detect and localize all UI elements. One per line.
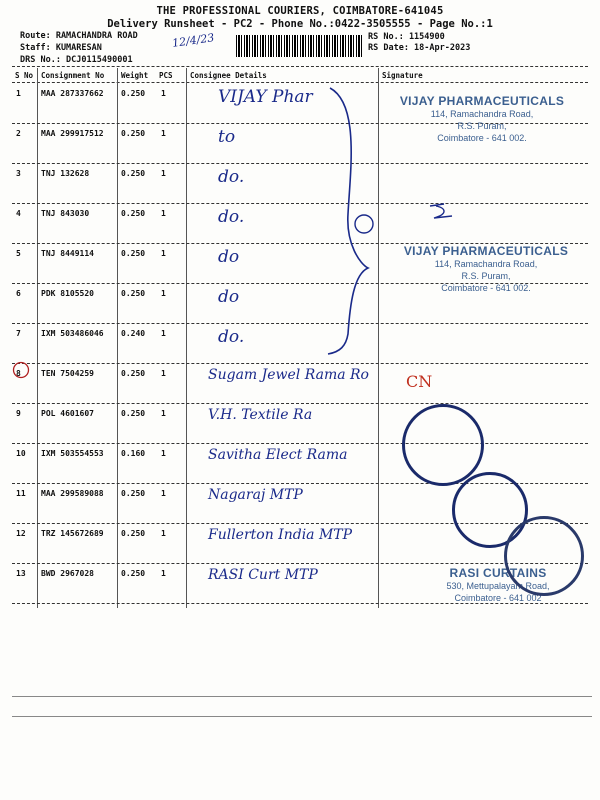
stamp-rasi-curtains: RASI CURTAINS 530, Mettupalayam Road, Coimbatore - 641 002 — [446, 566, 550, 603]
col-header-pcs: PCS — [159, 71, 173, 80]
row-consignee-handwriting: V.H. Textile Ra — [208, 407, 313, 423]
col-header-consignment: Consignment No — [41, 71, 105, 80]
row-sno: 7 — [16, 329, 21, 338]
rs-date: RS Date: 18-Apr-2023 — [368, 43, 471, 53]
row-consignee-handwriting: do — [218, 247, 240, 267]
row-weight: 0.250 — [121, 209, 146, 218]
row-sno: 6 — [16, 289, 21, 298]
rs-number: RS No.: 1154900 — [368, 32, 445, 42]
row-divider — [12, 443, 588, 444]
handwritten-date: 12/4/23 — [171, 31, 216, 50]
row-pcs: 1 — [161, 409, 166, 418]
row-pcs: 1 — [161, 89, 166, 98]
barcode — [236, 35, 362, 57]
row-consignee-handwriting: Savitha Elect Rama — [208, 447, 348, 463]
company-title: THE PROFESSIONAL COURIERS, COIMBATORE-641045 — [156, 5, 444, 17]
row-consignment-no: BWD 2967028 — [41, 569, 94, 578]
row-consignment-no: MAA 287337662 — [41, 89, 104, 98]
stamp-vijay-pharma: VIJAY PHARMACEUTICALS 114, Ramachandra Road, R.S. Puram, Coimbatore - 641 002. — [399, 94, 565, 143]
col-header-consignee: Consignee Details — [190, 71, 267, 80]
row-consignee-handwriting: do — [218, 287, 240, 307]
col-header-sno: S No — [15, 71, 34, 80]
row-sno: 13 — [16, 569, 26, 578]
row-sno: 2 — [16, 129, 21, 138]
row-pcs: 1 — [161, 569, 166, 578]
row-pcs: 1 — [161, 529, 166, 538]
route-label: Route: RAMACHANDRA ROAD — [20, 31, 138, 41]
row-pcs: 1 — [161, 329, 166, 338]
row-sno: 3 — [16, 169, 21, 178]
row-consignee-handwriting: Nagaraj MTP — [208, 487, 303, 503]
row-weight: 0.160 — [121, 449, 146, 458]
row-consignment-no: POL 4601607 — [41, 409, 94, 418]
drs-number: DRS No.: DCJ0115490001 — [20, 55, 133, 65]
row-consignment-no: IXM 503554553 — [41, 449, 104, 458]
row-sno: 8 — [16, 369, 21, 378]
row-consignment-no: MAA 299589088 — [41, 489, 104, 498]
row-sno: 5 — [16, 249, 21, 258]
header-bottom-line — [12, 82, 588, 83]
row-divider — [12, 323, 588, 324]
row-weight: 0.250 — [121, 529, 146, 538]
row-pcs: 1 — [161, 489, 166, 498]
row-8-circle-mark — [12, 361, 32, 381]
row-weight: 0.250 — [121, 489, 146, 498]
row-consignment-no: MAA 299917512 — [41, 129, 104, 138]
row-pcs: 1 — [161, 129, 166, 138]
round-seal-electricals — [402, 404, 484, 486]
row-divider — [12, 203, 588, 204]
row-pcs: 1 — [161, 449, 166, 458]
row-consignee-handwriting: do. — [218, 327, 245, 347]
row-weight: 0.250 — [121, 169, 146, 178]
row-sno: 12 — [16, 529, 26, 538]
col-divider — [117, 68, 118, 608]
row-consignment-no: TNJ 132628 — [41, 169, 90, 178]
row-consignment-no: IXM 503486046 — [41, 329, 104, 338]
row-weight: 0.250 — [121, 569, 146, 578]
row-weight: 0.240 — [121, 329, 146, 338]
row-weight: 0.250 — [121, 89, 146, 98]
row-weight: 0.250 — [121, 129, 146, 138]
row-consignee-handwriting: Sugam Jewel Rama Ro — [208, 367, 369, 383]
stamp-vijay-pharma-2: VIJAY PHARMACEUTICALS 114, Ramachandra Road, R.S. Puram, Coimbatore - 641 002. — [403, 244, 569, 293]
row-pcs: 1 — [161, 369, 166, 378]
row-consignment-no: TNJ 843030 — [41, 209, 90, 218]
page-bottom-line — [12, 696, 592, 697]
col-divider — [37, 68, 38, 608]
row-divider — [12, 563, 588, 564]
row-consignment-no: TEN 7504259 — [41, 369, 94, 378]
row-pcs: 1 — [161, 169, 166, 178]
row-pcs: 1 — [161, 289, 166, 298]
row-sno: 4 — [16, 209, 21, 218]
row-consignee-handwriting: VIJAY Phar — [218, 87, 313, 107]
row-consignee-handwriting: do. — [218, 207, 245, 227]
cn-mark: CN — [406, 372, 433, 391]
row-weight: 0.250 — [121, 369, 146, 378]
col-header-weight: Weight — [121, 71, 149, 80]
page-bottom-line — [12, 716, 592, 717]
staff-label: Staff: KUMARESAN — [20, 43, 102, 53]
row-consignee-handwriting: to — [218, 127, 236, 147]
round-seal-rasi — [504, 516, 584, 596]
row-divider — [12, 163, 588, 164]
row-consignment-no: PDK 8105520 — [41, 289, 94, 298]
row-sno: 11 — [16, 489, 26, 498]
brace-mark — [320, 84, 380, 356]
table-top-line — [12, 66, 588, 67]
row-weight: 0.250 — [121, 249, 146, 258]
row-weight: 0.250 — [121, 289, 146, 298]
row-divider — [12, 403, 588, 404]
row-pcs: 1 — [161, 249, 166, 258]
row-divider — [12, 363, 588, 364]
col-divider — [186, 68, 187, 608]
row-weight: 0.250 — [121, 409, 146, 418]
row-sno: 10 — [16, 449, 26, 458]
row-consignee-handwriting: do. — [218, 167, 245, 187]
row-consignee-handwriting: RASI Curt MTP — [208, 567, 318, 583]
row-consignment-no: TNJ 8449114 — [41, 249, 94, 258]
col-header-signature: Signature — [382, 71, 423, 80]
signature-scribble — [426, 200, 456, 224]
row-pcs: 1 — [161, 209, 166, 218]
row-consignment-no: TRZ 145672689 — [41, 529, 104, 538]
runsheet-subtitle: Delivery Runsheet - PC2 - Phone No.:0422-3505555 - Page No.:1 — [107, 18, 493, 30]
row-consignee-handwriting: Fullerton India MTP — [208, 527, 353, 543]
row-sno: 1 — [16, 89, 21, 98]
row-sno: 9 — [16, 409, 21, 418]
